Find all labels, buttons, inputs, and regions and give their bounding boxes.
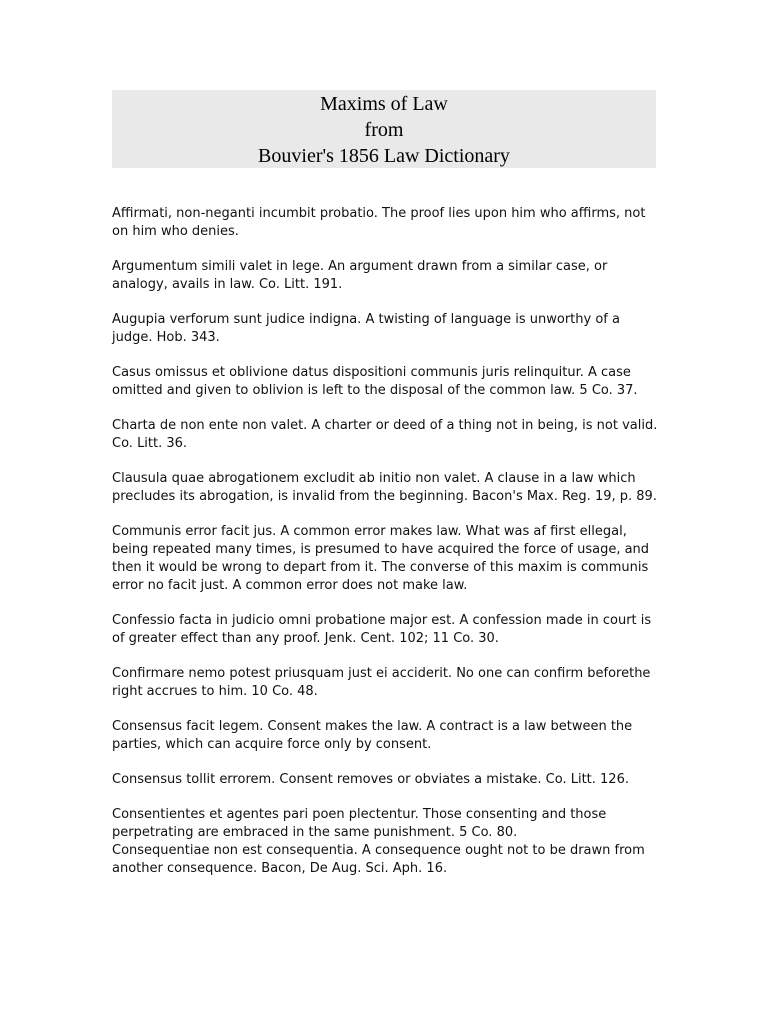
document-title-banner xyxy=(112,90,656,168)
maxim-entry: Consensus tollit errorem. Consent removes or obviates a mistake. Co. Litt. 126. xyxy=(112,772,629,787)
maxim-entry: Clausula quae abrogationem excludit ab initio non valet. A clause in a law which precludes its abrogation, is invalid from the beginning. Bacon's Max. Reg. 19, p. 89. xyxy=(112,471,657,504)
maxim-entry: Casus omissus et oblivione datus dispositioni communis juris relinquitur. A case omitted and given to oblivion is left to the disposal of the common law. 5 Co. 37. xyxy=(112,365,638,398)
maxim-entry: Consequentiae non est consequentia. A consequence ought not to be drawn from another consequence. Bacon, De Aug. Sci. Aph. 16. xyxy=(112,843,645,876)
maxim-entry: Consentientes et agentes pari poen plectentur. Those consenting and those perpetrating are embraced in the same punishment. 5 Co. 80. xyxy=(112,807,607,840)
title-line-3: Bouvier's 1856 Law Dictionary xyxy=(258,145,510,167)
maxim-entry: Consensus facit legem. Consent makes the law. A contract is a law between the parties, which can acquire force only by consent. xyxy=(112,719,633,752)
maxim-entry: Confirmare nemo potest priusquam just ei acciderit. No one can confirm beforethe right accrues to him. 10 Co. 48. xyxy=(112,666,651,699)
title-line-2: from xyxy=(364,119,404,141)
maxim-entry: Augupia verforum sunt judice indigna. A twisting of language is unworthy of a judge. Hob. 343. xyxy=(112,312,620,345)
maxim-entry: Confessio facta in judicio omni probatione major est. A confession made in court is of greater effect than any proof. Jenk. Cent. 102; 11 Co. 30. xyxy=(112,613,652,646)
maxim-entry: Argumentum simili valet in lege. An argument drawn from a similar case, or analogy, avails in law. Co. Litt. 191. xyxy=(112,259,608,292)
maxim-entry: Charta de non ente non valet. A charter or deed of a thing not in being, is not valid. Co. Litt. 36. xyxy=(112,418,658,451)
maxims-list xyxy=(112,205,658,895)
maxim-entry: Communis error facit jus. A common error makes law. What was af first ellegal, being repeated many times, is presumed to have acquired the force of usage, and then it would be wrong to depart from it. The converse of this maxim is communis error no facit just. A common error does not make law. xyxy=(112,524,650,593)
maxim-entry: Affirmati, non-neganti incumbit probatio. The proof lies upon him who affirms, not on him who denies. xyxy=(112,206,646,239)
title-line-1: Maxims of Law xyxy=(320,93,448,115)
